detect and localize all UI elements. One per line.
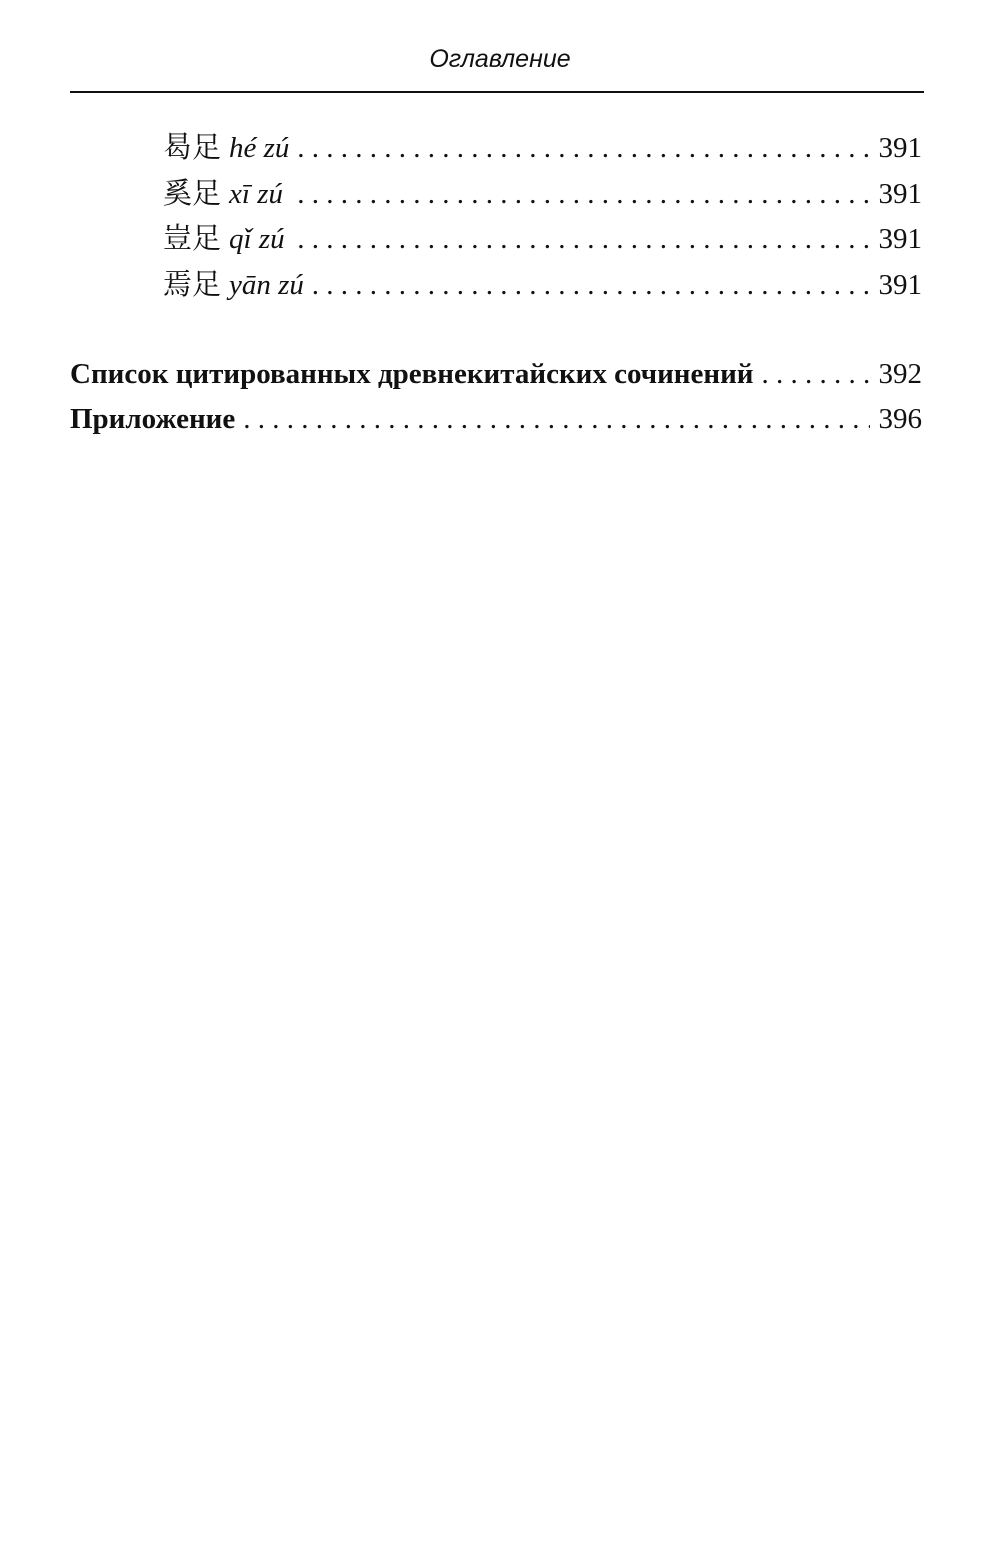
- toc-entry-page: 391: [878, 269, 922, 301]
- toc-entry-pinyin: qǐ zú: [229, 223, 285, 255]
- toc-entry-page: 392: [878, 358, 922, 390]
- toc-entry-hanzi: 豈足: [163, 221, 222, 255]
- toc-entry-pinyin: hé zú: [229, 132, 290, 164]
- toc-entry-title: Приложение: [70, 403, 236, 435]
- toc-entry-label: [163, 264, 304, 305]
- toc-entry-qi-zu[interactable]: [163, 218, 922, 258]
- toc-entry-cited-works[interactable]: [70, 354, 922, 394]
- toc-entry-he-zu[interactable]: [163, 127, 922, 167]
- toc-entry-hanzi: 焉足: [163, 267, 222, 301]
- toc-entry-page: 391: [878, 178, 922, 210]
- toc-entry-label: [163, 127, 289, 168]
- dot-leader: [297, 128, 870, 168]
- toc-entry-hanzi: 奚足: [163, 176, 222, 210]
- dot-leader: [293, 219, 870, 259]
- toc-entry-label: [163, 173, 283, 214]
- toc-entry-hanzi: 曷足: [163, 130, 222, 164]
- toc-entry-title: Список цитированных древнекитайских сочинений: [70, 358, 754, 390]
- dot-leader: [312, 265, 870, 305]
- dot-leader: [243, 399, 870, 439]
- toc-entry-yan-zu[interactable]: [163, 264, 922, 304]
- toc-entry-page: 396: [878, 403, 922, 435]
- toc-entry-page: 391: [878, 132, 922, 164]
- dot-leader: [291, 174, 870, 214]
- toc-entry-appendix[interactable]: [70, 399, 922, 439]
- toc-entry-page: 391: [878, 223, 922, 255]
- toc-entry-pinyin: yān zú: [229, 269, 304, 301]
- dot-leader: [762, 354, 870, 394]
- toc-entry-label: [163, 218, 285, 259]
- toc-entry-xi-zu[interactable]: [163, 173, 922, 213]
- toc-entry-pinyin: xī zú: [229, 178, 283, 210]
- running-title: Оглавление: [429, 45, 571, 73]
- header-rule: [70, 91, 924, 93]
